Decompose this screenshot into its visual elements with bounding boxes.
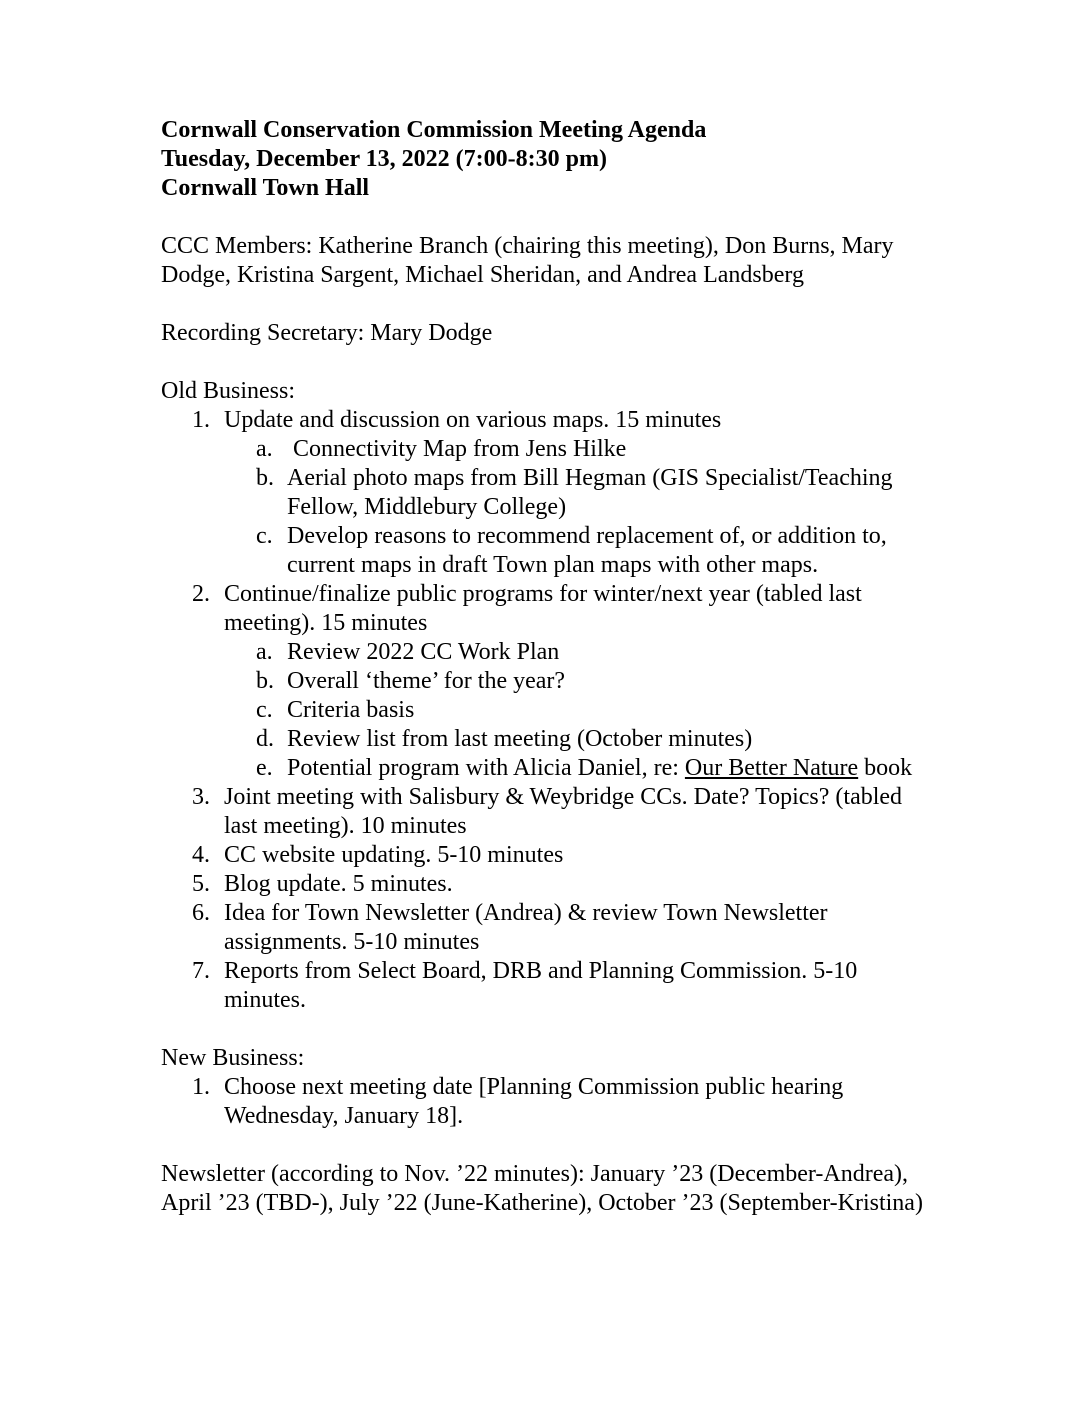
item-text: Idea for Town Newsletter (Andrea) & review Town Newsletter assignments. 5-10 minutes — [224, 900, 828, 955]
sub-item-letter: a. — [256, 639, 273, 665]
item-text: Choose next meeting date [Planning Commission public hearing Wednesday, January 18]. — [224, 1074, 844, 1129]
item-number: 4. — [192, 842, 210, 868]
sub-item-text: Connectivity Map from Jens Hilke — [287, 436, 627, 462]
item-number: 2. — [192, 581, 210, 607]
newsletter-paragraph: Newsletter (according to Nov. ’22 minutes): January ’23 (December-Andrea), April ’23 (TBD-), July ’22 (June-Katherine), October ’23 (September-Kristina) — [161, 1161, 923, 1216]
sub-item-text: Aerial photo maps from Bill Hegman (GIS Specialist/Teaching Fellow, Middlebury College) — [287, 465, 893, 520]
list-item — [161, 870, 931, 899]
book-title: Our Better Nature — [684, 755, 859, 781]
sub-item-text: Criteria basis — [287, 697, 415, 723]
sub-item-letter: c. — [256, 523, 273, 549]
sub-item — [224, 435, 931, 464]
list-item — [161, 1073, 931, 1131]
sub-item-letter: c. — [256, 697, 273, 723]
sub-item — [224, 464, 931, 522]
sub-item-text: Overall ‘theme’ for the year? — [287, 668, 566, 694]
sub-item-letter: b. — [256, 465, 274, 491]
secretary-paragraph: Recording Secretary: Mary Dodge — [161, 320, 493, 346]
item-number: 5. — [192, 871, 210, 897]
list-item — [161, 841, 931, 870]
sub-item-letter: a. — [256, 436, 273, 462]
list-item — [161, 406, 931, 580]
sub-list — [224, 435, 931, 580]
sub-item-text-after: book — [858, 755, 913, 781]
sub-item — [224, 696, 931, 725]
agenda-date: Tuesday, December 13, 2022 (7:00-8:30 pm) — [161, 146, 607, 172]
item-text: Blog update. 5 minutes. — [224, 871, 453, 897]
sub-item — [224, 638, 931, 667]
item-number: 3. — [192, 784, 210, 810]
agenda-location: Cornwall Town Hall — [161, 175, 370, 201]
item-number: 1. — [192, 1074, 210, 1100]
item-text: Reports from Select Board, DRB and Planning Commission. 5-10 minutes. — [224, 958, 858, 1013]
document-page — [161, 116, 931, 1218]
new-business-title: New Business: — [161, 1045, 305, 1071]
sub-item-text-before: Potential program with Alicia Daniel, re: — [287, 755, 685, 781]
list-item — [161, 783, 931, 841]
sub-item — [224, 667, 931, 696]
list-item — [161, 580, 931, 783]
members-paragraph: CCC Members: Katherine Branch (chairing this meeting), Don Burns, Mary Dodge, Kristina Sargent, Michael Sheridan, and Andrea Landsberg — [161, 233, 894, 288]
old-business-list — [161, 406, 931, 1015]
sub-item-text: Develop reasons to recommend replacement of, or addition to, current maps in draft Town plan maps with other maps. — [287, 523, 887, 578]
sub-item — [224, 725, 931, 754]
item-text: Joint meeting with Salisbury & Weybridge CCs. Date? Topics? (tabled last meeting). 10 minutes — [224, 784, 903, 839]
sub-item-letter: b. — [256, 668, 274, 694]
sub-item — [224, 522, 931, 580]
agenda-title: Cornwall Conservation Commission Meeting Agenda — [161, 117, 707, 143]
item-number: 1. — [192, 407, 210, 433]
sub-item-letter: d. — [256, 726, 274, 752]
sub-item-text: Review list from last meeting (October minutes) — [287, 726, 753, 752]
list-item — [161, 957, 931, 1015]
list-item — [161, 899, 931, 957]
item-text: Continue/finalize public programs for winter/next year (tabled last meeting). 15 minutes — [224, 581, 862, 636]
item-number: 6. — [192, 900, 210, 926]
item-text: Update and discussion on various maps. 15 minutes — [224, 407, 722, 433]
agenda-header — [161, 116, 931, 203]
old-business-title: Old Business: — [161, 378, 296, 404]
item-number: 7. — [192, 958, 210, 984]
item-text: CC website updating. 5-10 minutes — [224, 842, 564, 868]
sub-list — [224, 638, 931, 783]
sub-item — [224, 754, 931, 783]
sub-item-text: Review 2022 CC Work Plan — [287, 639, 560, 665]
new-business-list — [161, 1073, 931, 1131]
sub-item-letter: e. — [256, 755, 273, 781]
